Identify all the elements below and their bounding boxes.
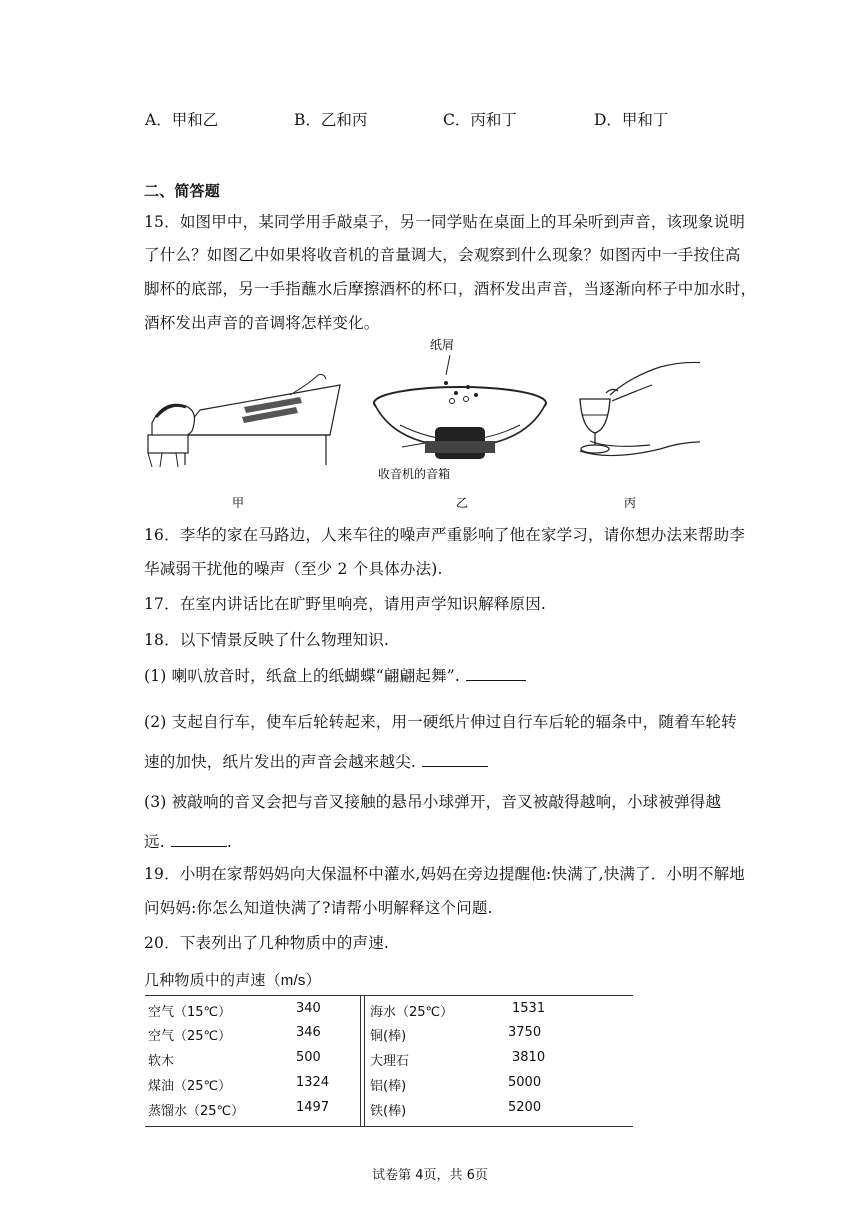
- section-heading: 二、简答题: [144, 182, 221, 200]
- answer-blank-2[interactable]: [422, 752, 488, 767]
- answer-blank-3[interactable]: [171, 832, 227, 847]
- q18-item-2-text: 速的加快，纸片发出的声音会越来越尖.: [144, 753, 417, 771]
- page-footer: 试卷第 4页，共 6页: [372, 1168, 488, 1183]
- table-left-speed-4: 1324: [296, 1075, 330, 1090]
- table-right-material-4: 铝(棒): [370, 1079, 407, 1094]
- table-right-speed-1: 1531: [512, 1001, 546, 1016]
- table-left-speed-2: 346: [296, 1025, 321, 1040]
- q15-line-4: 酒杯发出声音的音调将怎样变化。: [144, 314, 380, 332]
- q19-line-2: 问妈妈:你怎么知道快满了?请帮小明解释这个问题.: [144, 899, 493, 917]
- table-left-material-1: 空气（15℃）: [148, 1005, 232, 1020]
- table-left-speed-5: 1497: [296, 1100, 330, 1115]
- table-left-speed-3: 500: [296, 1050, 321, 1065]
- figure-bing-wineglass: [580, 362, 700, 455]
- table-right-material-1: 海水（25℃）: [370, 1005, 454, 1020]
- q18-item-1-text: (1) 喇叭放音时，纸盒上的纸蝴蝶“翩翩起舞”.: [144, 667, 460, 685]
- table-left-material-5: 蒸馏水（25℃）: [148, 1104, 245, 1119]
- q18-item-3-line-2: [144, 830, 232, 852]
- figure-jia-desk: [148, 375, 340, 468]
- table-right-speed-4: 5000: [508, 1075, 542, 1090]
- label-paper-scraps: 纸屑: [430, 338, 455, 352]
- caption-bing: 丙: [624, 496, 637, 510]
- q18-item-3-pre: 远.: [144, 833, 165, 851]
- q16-line-2: 华减弱干扰他的噪声（至少 2 个具体办法).: [144, 560, 443, 578]
- table-right-material-5: 铁(棒): [370, 1104, 407, 1119]
- label-radio-speaker: 收音机的音箱: [378, 467, 451, 481]
- table-right-material-3: 大理石: [370, 1054, 410, 1069]
- option-d: D．甲和丁: [594, 111, 669, 129]
- q20-stem: 20．下表列出了几种物质中的声速.: [144, 934, 390, 952]
- option-a: A．甲和乙: [145, 111, 219, 129]
- option-b: B．乙和丙: [294, 111, 368, 129]
- q15-line-2: 了什么？如图乙中如果将收音机的音量调大，会观察到什么现象？如图丙中一手按住高: [144, 246, 741, 264]
- caption-yi: 乙: [456, 496, 469, 510]
- q17-text: 17．在室内讲话比在旷野里响亮，请用声学知识解释原因.: [144, 595, 547, 613]
- option-c: C．丙和丁: [443, 111, 517, 129]
- table-left-material-3: 软木: [148, 1054, 175, 1069]
- table-right-speed-3: 3810: [512, 1050, 546, 1065]
- table-caption: 几种物质中的声速（m/s）: [144, 972, 321, 989]
- q18-stem: 18．以下情景反映了什么物理知识.: [144, 631, 390, 649]
- answer-blank-1[interactable]: [466, 666, 526, 681]
- table-left-material-2: 空气（25℃）: [148, 1029, 232, 1044]
- figure-yi-speaker: [374, 355, 546, 459]
- q15-figure: [140, 335, 700, 515]
- q18-item-3-line-1: (3) 被敲响的音叉会把与音叉接触的悬吊小球弹开，音叉被敲得越响，小球被弹得越: [144, 793, 722, 811]
- table-divider-2: [364, 996, 365, 1126]
- caption-jia: 甲: [232, 496, 245, 510]
- q15-line-3: 脚杯的底部，另一手指蘸水后摩擦酒杯的杯口，酒杯发出声音，当逐渐向杯子中加水时，: [144, 280, 757, 298]
- q19-line-1: 19．小明在家帮妈妈向大保温杯中灌水,妈妈在旁边提醒他:快满了,快满了．小明不解地: [144, 865, 746, 883]
- q18-item-3-post: .: [226, 833, 232, 851]
- q18-item-2-line-1: (2) 支起自行车，使车后轮转起来，用一硬纸片伸过自行车后轮的辐条中，随着车轮转: [144, 713, 737, 731]
- table-divider: [360, 996, 361, 1126]
- table-right-speed-2: 3750: [508, 1025, 542, 1040]
- q18-item-1: [144, 664, 526, 686]
- q15-line-1: 15．如图甲中，某同学用手敲桌子，另一同学贴在桌面上的耳朵听到声音，该现象说明: [144, 213, 746, 231]
- table-right-speed-5: 5200: [508, 1100, 542, 1115]
- table-right-material-2: 铜(棒): [370, 1029, 407, 1044]
- q18-item-2-line-2: [144, 750, 488, 772]
- table-left-speed-1: 340: [296, 1001, 321, 1016]
- q16-line-1: 16．李华的家在马路边，人来车往的噪声严重影响了他在家学习，请你想办法来帮助李: [144, 526, 746, 544]
- table-left-material-4: 煤油（25℃）: [148, 1079, 232, 1094]
